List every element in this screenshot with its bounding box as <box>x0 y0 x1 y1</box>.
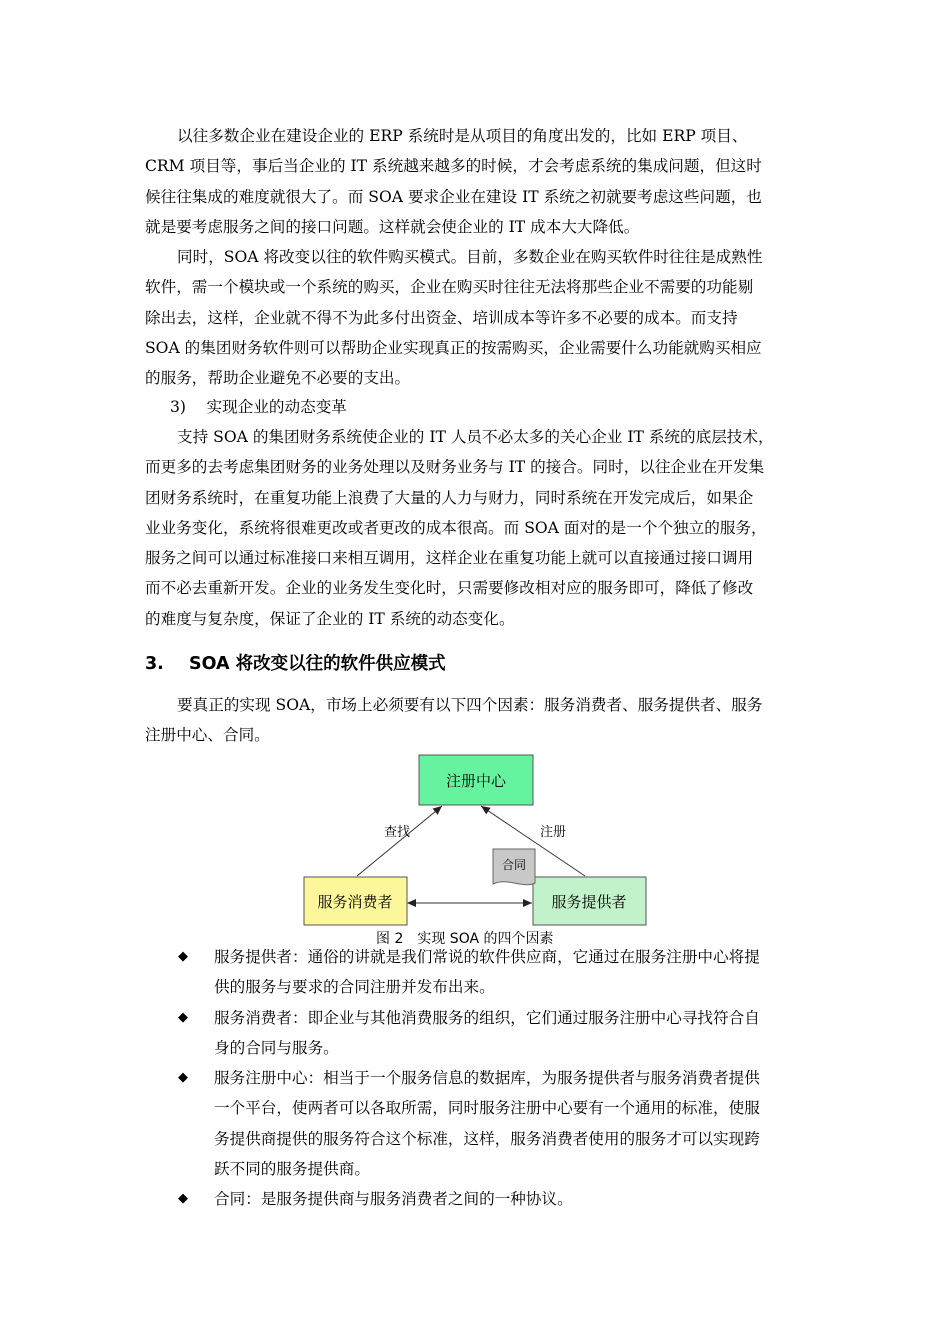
register-label: 注册 <box>540 825 567 840</box>
list-item-line: 合同：是服务提供商与服务消费者之间的一种协议。 <box>214 1190 573 1209</box>
paragraph-line: 以往多数企业在建设企业的 ERP 系统时是从项目的角度出发的，比如 ERP 项目、 <box>177 127 748 145</box>
paragraph-line: 支持 SOA 的集团财务系统使企业的 IT 人员不必太多的关心企业 IT 系统的底层技术， <box>177 428 774 446</box>
registry-label: 注册中心 <box>445 772 507 790</box>
paragraph-purchase-mode <box>145 242 805 393</box>
paragraph-line: 的服务，帮助企业避免不必要的支出。 <box>145 369 411 388</box>
paragraph-line: 业业务变化，系统将很难更改或者更改的成本很高。而 SOA 面对的是一个个独立的服务， <box>145 518 767 537</box>
soa-diagram <box>295 748 655 933</box>
paragraph-line: SOA 的集团财务软件则可以帮助企业实现真正的按需购买，企业需要什么功能就购买相应 <box>145 338 762 357</box>
soa-diagram-svg <box>295 748 655 933</box>
paragraph-line: 要真正的实现 SOA，市场上必须要有以下四个因素：服务消费者、服务提供者、服务 <box>177 696 763 714</box>
paragraph-line: 的难度与复杂度，保证了企业的 IT 系统的动态变化。 <box>145 609 515 628</box>
paragraph-line: 除出去，这样，企业就不得不为此多付出资金、培训成本等许多不必要的成本。而支持 <box>145 308 738 327</box>
paragraph-erp <box>145 121 805 242</box>
paragraph-four-factors <box>145 690 805 751</box>
list-item-line: 跃不同的服务提供商。 <box>214 1160 370 1179</box>
list-item <box>178 1184 808 1214</box>
diamond-bullet-icon: ◆ <box>178 1009 188 1025</box>
numbered-item-3: 3) 实现企业的动态变革 <box>170 398 347 416</box>
find-arrow <box>357 806 442 876</box>
list-item <box>178 942 808 1003</box>
section-heading <box>145 650 446 675</box>
section-number: 3. <box>145 654 164 674</box>
paragraph-line: 注册中心、合同。 <box>145 726 270 745</box>
list-item-line: 服务注册中心：相当于一个服务信息的数据库，为服务提供者与服务消费者提供 <box>214 1069 760 1088</box>
diamond-bullet-icon: ◆ <box>178 949 188 964</box>
diamond-bullet-icon: ◆ <box>178 1070 188 1086</box>
paragraph-line: 就是要考虑服务之间的接口问题。这样就会使企业的 IT 成本大大降低。 <box>145 217 640 236</box>
consumer-label: 服务消费者 <box>317 893 393 911</box>
list-item-line: 务提供商提供的服务符合这个标准，这样，服务消费者使用的服务才可以实现跨 <box>214 1129 760 1148</box>
paragraph-line: CRM 项目等，事后当企业的 IT 系统越来越多的时候，才会考虑系统的集成问题，但这时 <box>145 157 762 176</box>
list-item <box>178 1063 808 1184</box>
list-item-line: 服务提供者：通俗的讲就是我们常说的软件供应商，它通过在服务注册中心将提 <box>214 948 760 966</box>
list-item-line: 一个平台，使两者可以各取所需，同时服务注册中心要有一个通用的标准，使服 <box>214 1099 760 1118</box>
paragraph-line: 服务之间可以通过标准接口来相互调用，这样企业在重复功能上就可以直接通过接口调用 <box>145 549 754 568</box>
provider-label: 服务提供者 <box>551 893 627 911</box>
bullet-list <box>178 942 808 1215</box>
paragraph-line: 而不必去重新开发。企业的业务发生变化时，只需要修改相对应的服务即可，降低了修改 <box>145 579 754 598</box>
contract-label: 合同 <box>501 858 527 872</box>
paragraph-line: 团财务系统时，在重复功能上浪费了大量的人力与财力，同时系统在开发完成后，如果企 <box>145 488 754 507</box>
paragraph-line: 而更多的去考虑集团财务的业务处理以及财务业务与 IT 的接合。同时，以往企业在开发集 <box>145 458 765 477</box>
paragraph-line: 同时，SOA 将改变以往的软件购买模式。目前，多数企业在购买软件时往往是成熟性 <box>177 248 763 266</box>
find-label: 查找 <box>384 825 411 840</box>
diamond-bullet-icon: ◆ <box>178 1191 188 1207</box>
list-item-line: 身的合同与服务。 <box>214 1038 339 1057</box>
paragraph-line: 软件，需一个模块或一个系统的购买，企业在购买时往往无法将那些企业不需要的功能剔 <box>145 278 754 297</box>
figure-caption: 图 2 实现 SOA 的四个因素 <box>376 931 554 947</box>
paragraph-dynamic-change <box>145 422 805 634</box>
list-item-line: 供的服务与要求的合同注册并发布出来。 <box>214 978 495 997</box>
list-item <box>178 1003 808 1064</box>
section-title: SOA 将改变以往的软件供应模式 <box>189 654 446 674</box>
paragraph-line: 候往往集成的难度就很大了。而 SOA 要求企业在建设 IT 系统之初就要考虑这些问题，也 <box>145 187 762 206</box>
list-item-line: 服务消费者：即企业与其他消费服务的组织，它们通过服务注册中心寻找符合自 <box>214 1008 760 1027</box>
